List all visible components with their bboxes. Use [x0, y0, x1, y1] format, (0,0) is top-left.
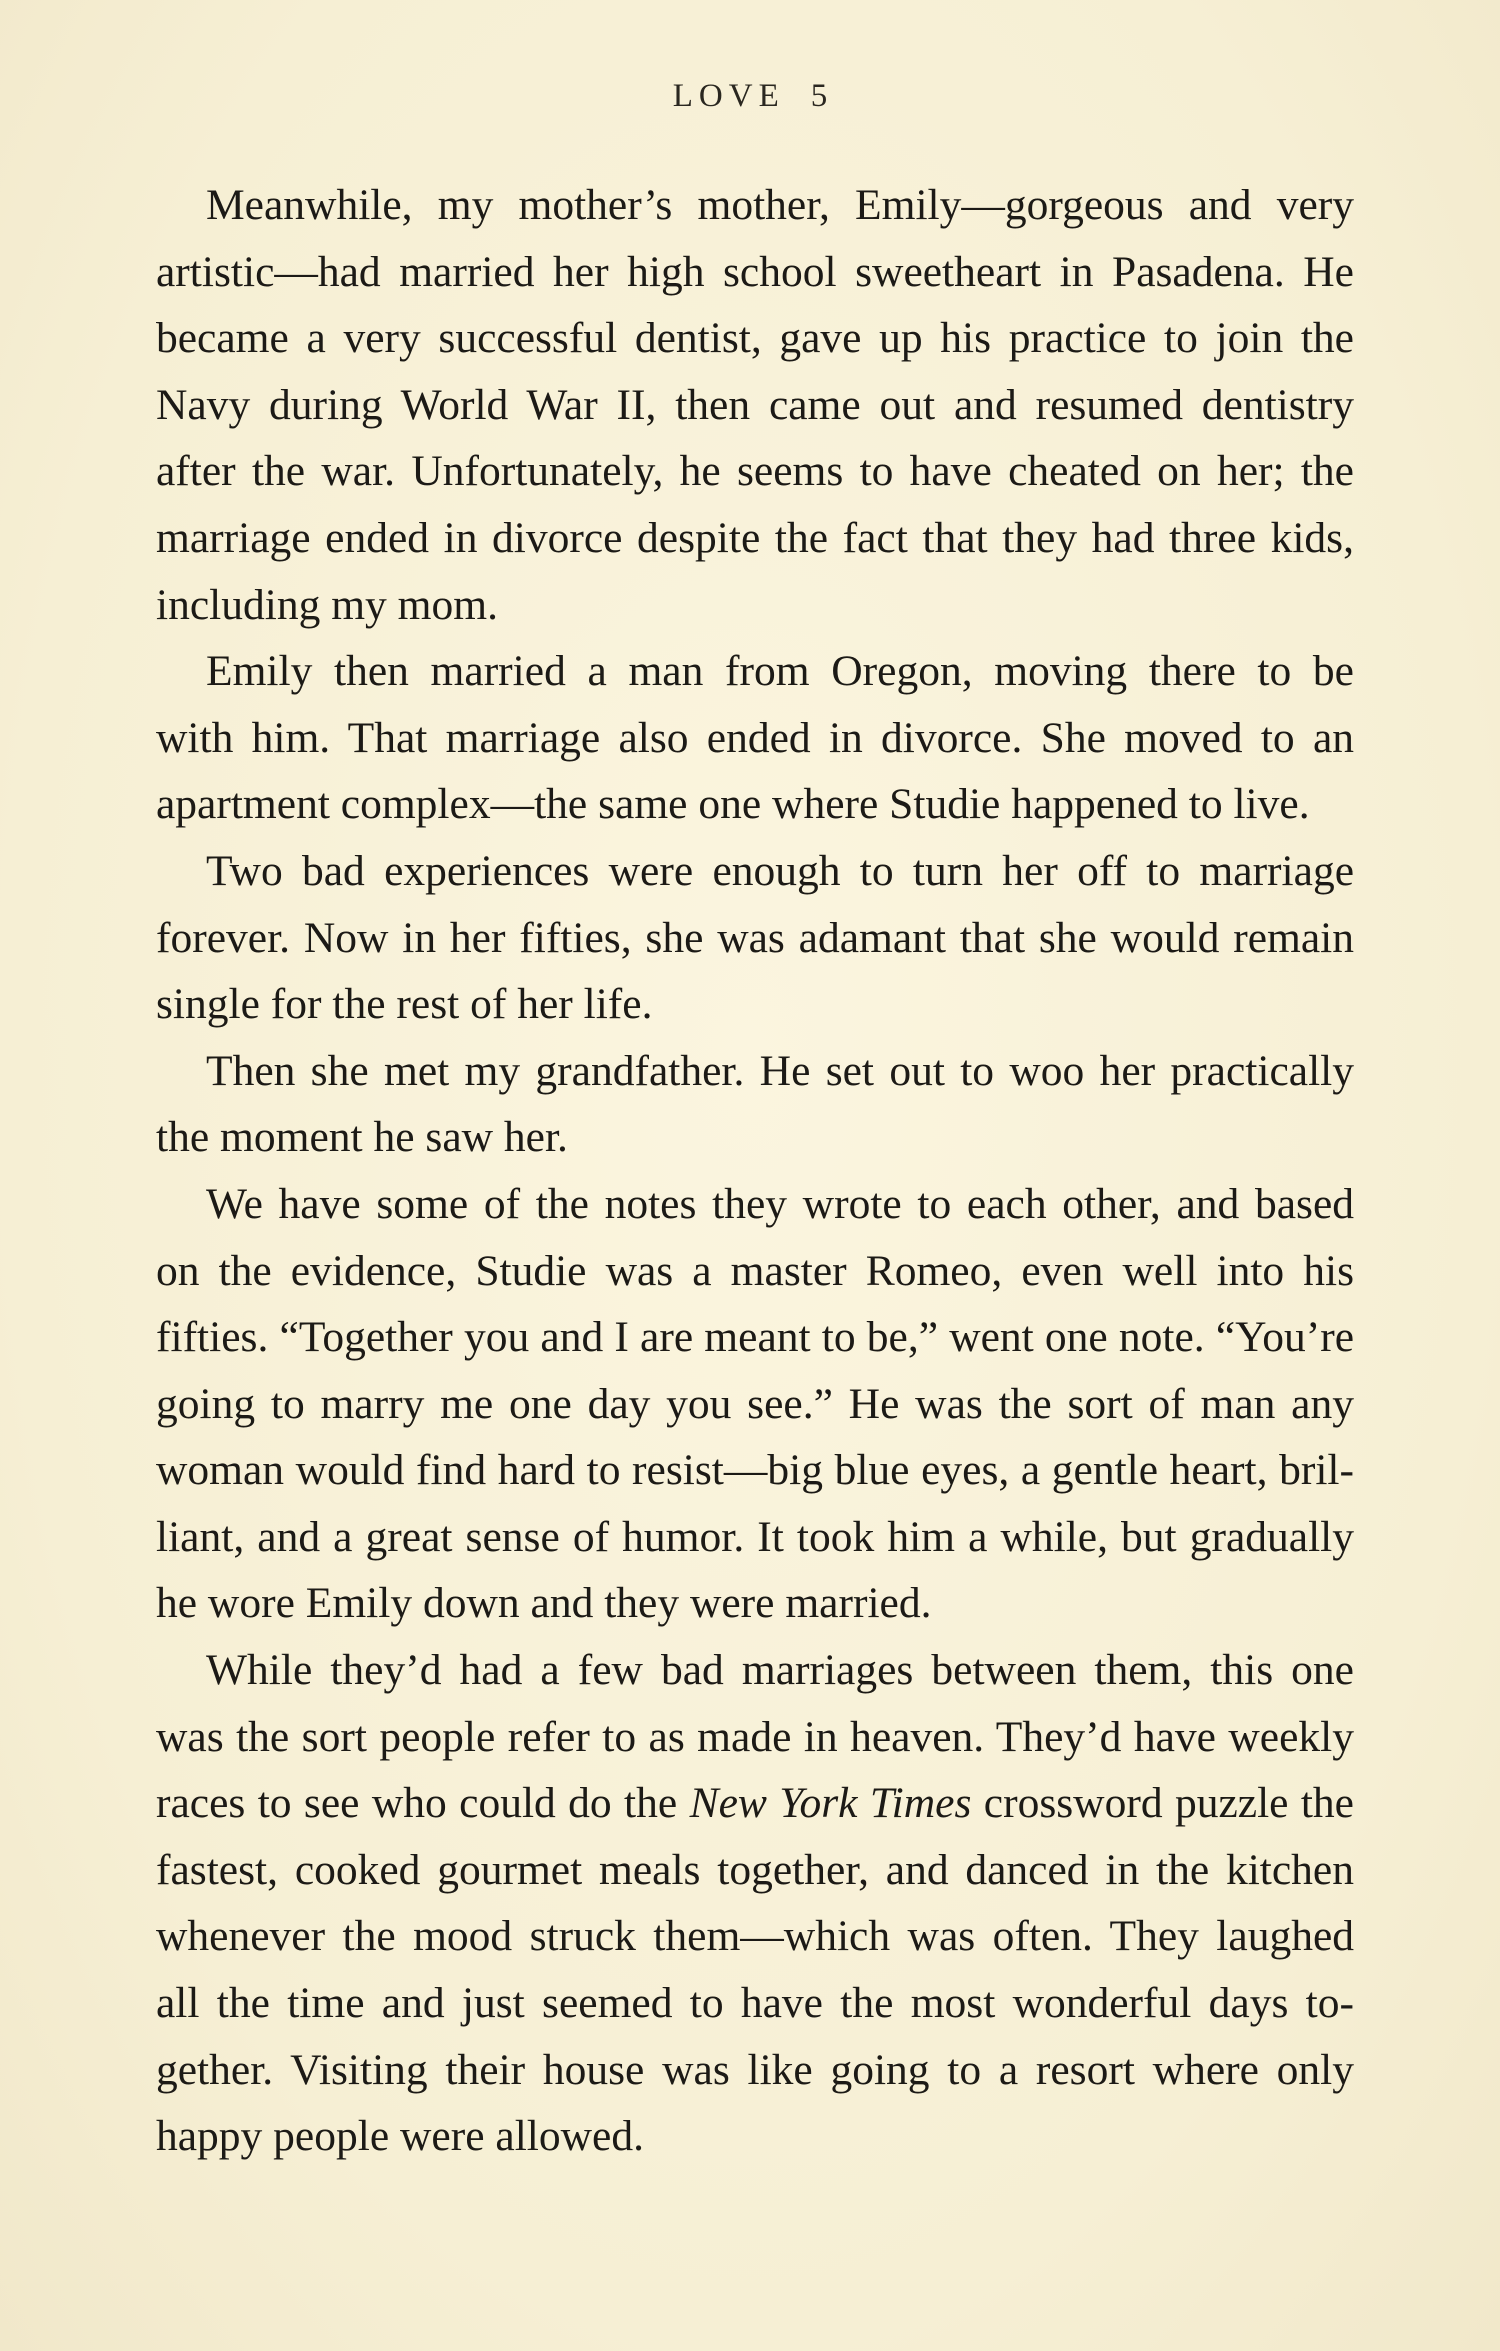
text-fragment: crossword puzzle the: [971, 1779, 1354, 1828]
text-line: all the time and just seemed to have the most wonderful days to-: [156, 1979, 1354, 2028]
text-line: Emily then married a man from Oregon, moving there to be: [206, 647, 1354, 696]
text-line: with him. That marriage also ended in divorce. She moved to an: [156, 713, 1354, 762]
text-line: marriage ended in divorce despite the fact that they had three kids,: [156, 513, 1354, 562]
text-line-with-italic: [156, 1770, 1354, 1837]
paragraph: [156, 638, 1354, 838]
text-line: going to marry me one day you see.” He was the sort of man any: [156, 1379, 1354, 1428]
text-line: gether. Visiting their house was like going to a resort where only: [156, 2045, 1354, 2094]
text-line: Meanwhile, my mother’s mother, Emily—gorgeous and very: [206, 181, 1354, 229]
body-text: [156, 172, 1354, 2170]
text-line: whenever the mood struck them—which was often. They laughed: [156, 1912, 1354, 1961]
text-line: happy people were allowed.: [156, 2112, 644, 2161]
text-line: after the war. Unfortunately, he seems to have cheated on her; the: [156, 447, 1354, 496]
text-line: Navy during World War II, then came out and resumed dentistry: [156, 380, 1354, 429]
paragraph: [156, 838, 1354, 1038]
text-line: woman would find hard to resist—big blue eyes, a gentle heart, bril-: [156, 1446, 1354, 1495]
text-line: We have some of the notes they wrote to each other, and based: [206, 1179, 1354, 1228]
text-line: on the evidence, Studie was a master Romeo, even well into his: [156, 1246, 1354, 1295]
text-line: forever. Now in her fifties, she was adamant that she would remain: [156, 913, 1354, 962]
running-head-title: LOVE: [672, 78, 785, 114]
paragraph: [156, 1171, 1354, 1637]
paragraph: [156, 172, 1354, 638]
text-line: he wore Emily down and they were married.: [156, 1579, 932, 1628]
text-line: fastest, cooked gourmet meals together, and danced in the kitchen: [156, 1845, 1354, 1894]
newspaper-title: New York Times: [689, 1779, 972, 1828]
paragraph: [156, 1637, 1354, 2170]
running-head: [0, 78, 1500, 115]
text-line: While they’d had a few bad marriages between them, this one: [206, 1646, 1354, 1695]
text-line: artistic—had married her high school sweetheart in Pasadena. He: [156, 247, 1354, 296]
text-fragment: races to see who could do the: [156, 1779, 690, 1828]
text-line: Then she met my grandfather. He set out to woo her practically: [206, 1046, 1354, 1095]
text-line: Two bad experiences were enough to turn her off to marriage: [206, 846, 1354, 895]
text-line: single for the rest of her life.: [156, 980, 653, 1029]
text-line: was the sort people refer to as made in heaven. They’d have weekly: [156, 1712, 1354, 1761]
page-number: 5: [810, 78, 828, 114]
text-line: apartment complex—the same one where Studie happened to live.: [156, 780, 1310, 829]
text-line: became a very successful dentist, gave up his practice to join the: [156, 314, 1354, 363]
text-line: the moment he saw her.: [156, 1113, 568, 1162]
paragraph: [156, 1038, 1354, 1171]
text-line: liant, and a great sense of humor. It took him a while, but gradually: [156, 1512, 1354, 1561]
text-line: including my mom.: [156, 580, 498, 629]
text-line: fifties. “Together you and I are meant to be,” went one note. “You’re: [156, 1313, 1354, 1362]
